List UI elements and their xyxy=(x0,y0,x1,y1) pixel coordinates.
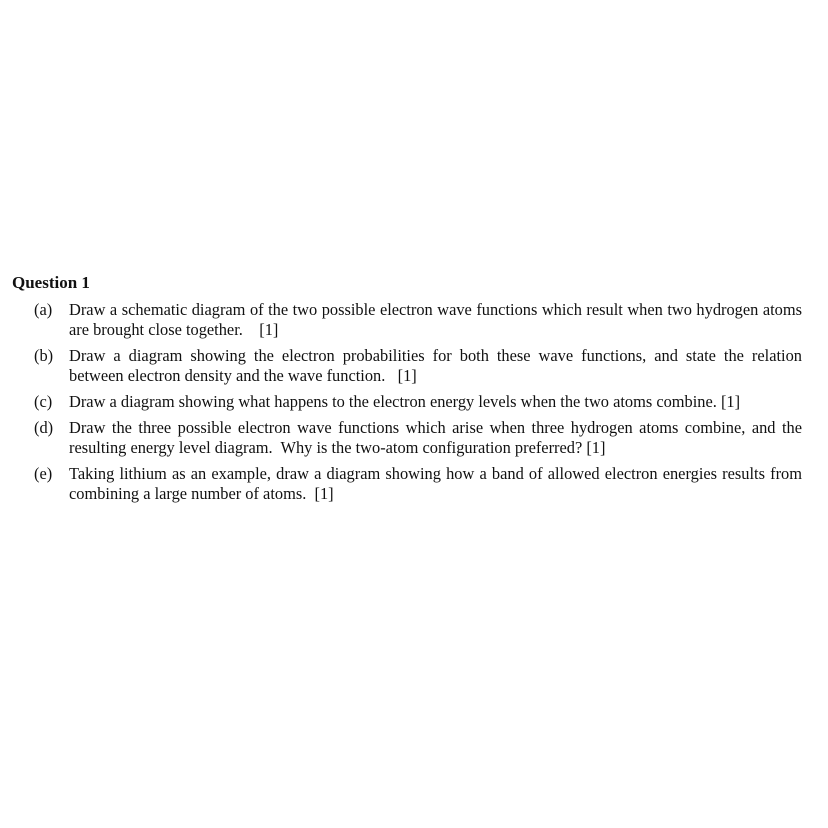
question-part-b xyxy=(12,346,802,386)
question-part-d xyxy=(12,418,802,458)
part-text: Draw a diagram showing the electron probabilities for both these wave functions, and state the relation between electron density and the wave function. [1] xyxy=(69,346,802,385)
question-parts-list xyxy=(12,300,802,504)
part-text: Taking lithium as an example, draw a diagram showing how a band of allowed electron energies results from combining a large number of atoms. [1] xyxy=(69,464,802,503)
part-label: (e) xyxy=(34,464,53,483)
question-part-c xyxy=(12,392,802,412)
question-document xyxy=(12,272,802,510)
part-text: Draw a diagram showing what happens to the electron energy levels when the two atoms combine. [1] xyxy=(69,392,741,411)
part-label: (a) xyxy=(34,300,53,319)
part-text: Draw a schematic diagram of the two possible electron wave functions which result when two hydrogen atoms are brought close together. [1] xyxy=(69,300,802,339)
part-text: Draw the three possible electron wave functions which arise when three hydrogen atoms combine, and the resulting energy level diagram. Why is the two-atom configuration preferred? [1] xyxy=(69,418,802,457)
part-label: (b) xyxy=(34,346,54,365)
question-part-e xyxy=(12,464,802,504)
part-label: (d) xyxy=(34,418,54,437)
question-part-a xyxy=(12,300,802,340)
question-title: Question 1 xyxy=(12,273,90,292)
part-label: (c) xyxy=(34,392,53,411)
